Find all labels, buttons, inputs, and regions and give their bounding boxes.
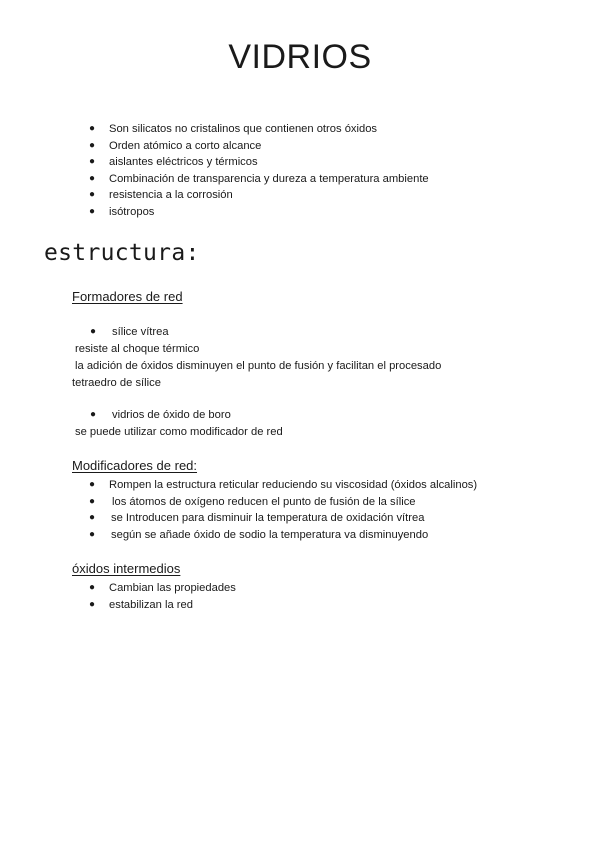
text-line: la adición de óxidos disminuyen el punto de fusión y facilitan el procesado [75, 360, 442, 372]
bullet-icon: ● [89, 528, 96, 540]
list-item-text: según se añade óxido de sodio la temperatura va disminuyendo [111, 528, 429, 541]
bullet-icon: ● [89, 139, 96, 151]
list-item-text: los átomos de oxígeno reducen el punto de fusión de la sílice [112, 495, 416, 508]
section-heading-estructura: estructura: [44, 240, 200, 266]
bullet-icon: ● [89, 495, 96, 507]
list-item-text: aislantes eléctricos y térmicos [109, 156, 258, 169]
list-item [89, 510, 569, 527]
text-line: se puede utilizar como modificador de red [75, 426, 283, 438]
bullet-icon: ● [89, 582, 96, 593]
bullet-icon: ● [89, 189, 96, 201]
bullet-icon: ● [89, 156, 96, 168]
list-item-text: Orden atómico a corto alcance [109, 139, 262, 152]
list-item-text: resistencia a la corrosión [109, 189, 233, 202]
list-item-text: Combinación de transparencia y dureza a temperatura ambiente [109, 172, 429, 185]
intro-bullet-list [89, 121, 569, 221]
list-item [89, 597, 569, 614]
list-item [89, 154, 569, 171]
list-item [89, 121, 569, 138]
list-item [89, 138, 569, 155]
bullet-icon: ● [89, 479, 96, 490]
bullet-icon: ● [89, 123, 96, 134]
list-item [89, 204, 569, 221]
bullet-icon: ● [89, 172, 96, 184]
list-item-text: Rompen la estructura reticular reduciendo su viscosidad (óxidos alcalinos) [109, 479, 478, 491]
list-item [89, 494, 569, 511]
list-item [89, 171, 569, 188]
list-item [89, 187, 569, 204]
bullet-icon: ● [90, 326, 97, 337]
subheading-intermedios: óxidos intermedios [72, 561, 181, 576]
bullet-icon: ● [89, 205, 96, 217]
list-item-text: estabilizan la red [109, 598, 193, 611]
list-item-text: Son silicatos no cristalinos que contienen otros óxidos [109, 123, 378, 135]
text-line: resiste al choque térmico [75, 343, 200, 355]
subheading-formadores: Formadores de red [72, 289, 183, 304]
text-line: tetraedro de sílice [72, 377, 161, 389]
bullet-icon: ● [89, 598, 96, 610]
list-item-text: isótropos [109, 205, 155, 218]
list-item-text: se Introducen para disminuir la temperatura de oxidación vítrea [111, 512, 425, 525]
list-item-text: vidrios de óxido de boro [112, 409, 231, 421]
list-item [89, 477, 569, 494]
subheading-modificadores: Modificadores de red: [72, 458, 198, 473]
bullet-icon: ● [90, 409, 97, 420]
modificadores-bullet-list [89, 477, 569, 543]
intermedios-bullet-list [89, 580, 569, 613]
list-item [89, 527, 569, 544]
list-item [89, 580, 569, 597]
list-item-text: sílice vítrea [112, 326, 169, 338]
list-item-text: Cambian las propiedades [109, 582, 236, 594]
page-title: VIDRIOS [228, 38, 372, 76]
bullet-icon: ● [89, 512, 96, 524]
